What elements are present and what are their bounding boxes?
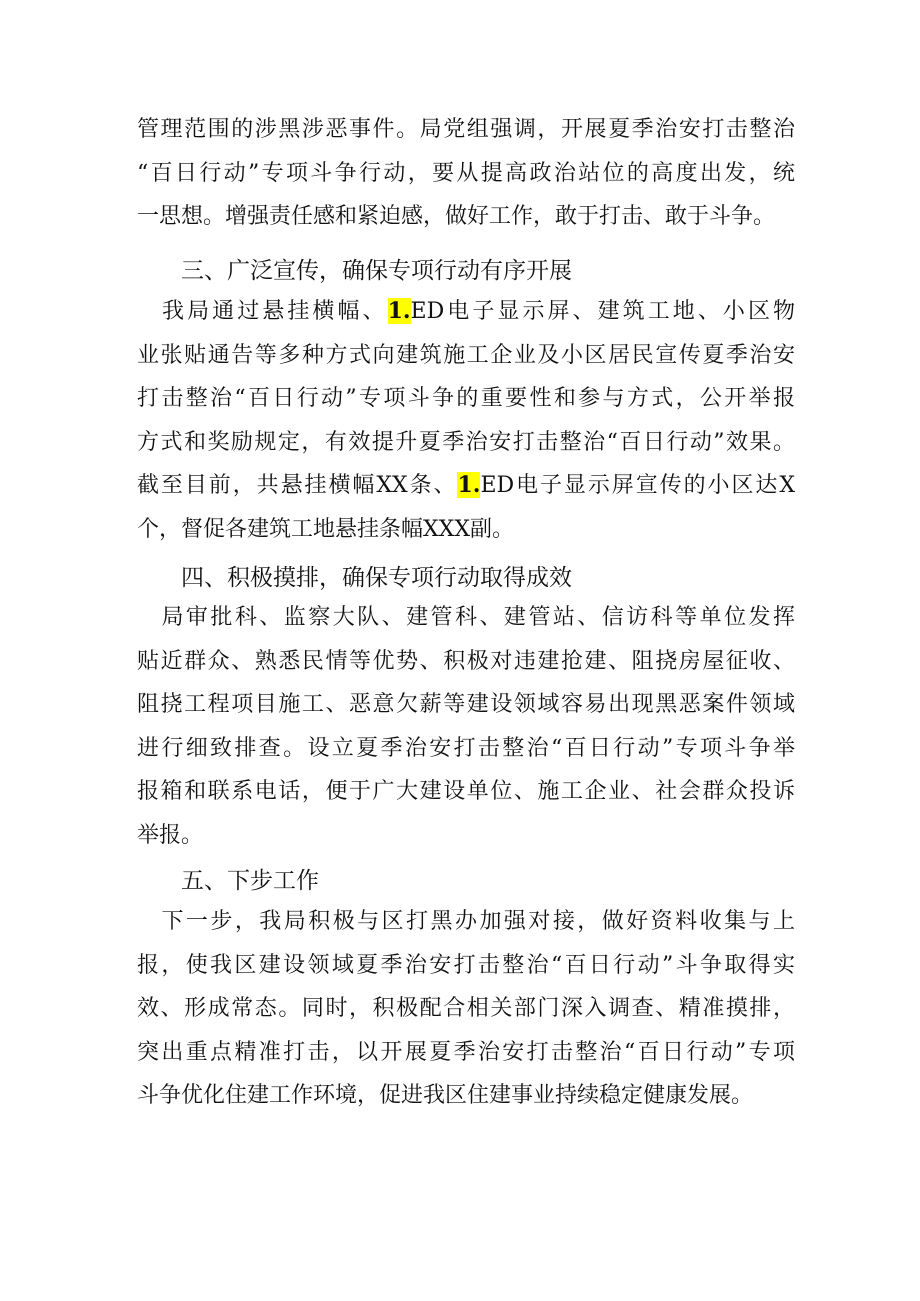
text-line: 突出重点精准打击，以开展夏季治安打击整治“百日行动”专项: [137, 1039, 795, 1065]
text-line: 个，督促各建筑工地悬挂条幅XXX副。: [137, 516, 514, 542]
text-run: ED电子显示屏宣传的小区达X: [480, 473, 795, 498]
section-heading-5: 五、下步工作: [181, 868, 319, 894]
text-line: 一思想。增强责任感和紧迫感，做好工作，敢于打击、敢于斗争。: [137, 204, 776, 229]
section-3-paragraph: [137, 290, 795, 551]
text-line: 报箱和联系电话，便于广大建设单位、施工企业、社会群众投诉: [137, 779, 795, 804]
section-4-paragraph: [137, 596, 795, 857]
text-line: 报，使我区建设领域夏季治安打击整治“百日行动”斗争取得实: [137, 952, 795, 978]
text-line: 方式和奖励规定，有效提升夏季治安打击整治“百日行动”效果。: [137, 429, 795, 455]
text-run: 截至目前，共悬挂横幅XX条、: [137, 473, 458, 498]
section-heading-4: 四、积极摸排，确保专项行动取得成效: [181, 565, 572, 591]
highlighted-text: 1.: [457, 472, 481, 498]
text-line: 贴近群众、熟悉民情等优势、积极对违建抢建、阻挠房屋征收、: [137, 648, 795, 674]
text-line: 进行细致排查。设立夏季治安打击整治“百日行动”专项斗争举: [137, 735, 795, 761]
text-line: 局审批科、监察大队、建管科、建管站、信访科等单位发挥: [137, 605, 795, 630]
highlighted-text: 1.: [387, 298, 411, 324]
intro-paragraph: [137, 108, 795, 239]
text-run: ED电子显示屏、建筑工地、小区物: [410, 299, 795, 324]
text-line: 斗争优化住建工作环境，促进我区住建事业持续稳定健康发展。: [137, 1083, 754, 1108]
text-run: 我局通过悬挂横幅、: [137, 299, 388, 324]
text-line: 阻挠工程项目施工、恶意欠薪等建设领域容易出现黑恶案件领域: [137, 692, 795, 717]
text-line: “百日行动”专项斗争行动，要从提高政治站位的高度出发，统: [137, 160, 795, 186]
text-line: [137, 464, 795, 508]
text-line: 下一步，我局积极与区打黑办加强对接，做好资料收集与上: [137, 909, 795, 934]
section-5-paragraph: [137, 900, 795, 1118]
text-line: 业张贴通告等多种方式向建筑施工企业及小区居民宣传夏季治安: [137, 342, 795, 368]
text-line: [137, 290, 795, 334]
text-line: 管理范围的涉黑涉恶事件。局党组强调，开展夏季治安打击整治: [137, 117, 795, 142]
text-line: 打击整治“百日行动”专项斗争的重要性和参与方式，公开举报: [137, 386, 795, 411]
section-heading-3: 三、广泛宣传，确保专项行动有序开展: [181, 258, 572, 284]
text-line: 效、形成常态。同时，积极配合相关部门深入调查、精准摸排，: [137, 996, 795, 1021]
text-line: 举报。: [137, 822, 204, 848]
